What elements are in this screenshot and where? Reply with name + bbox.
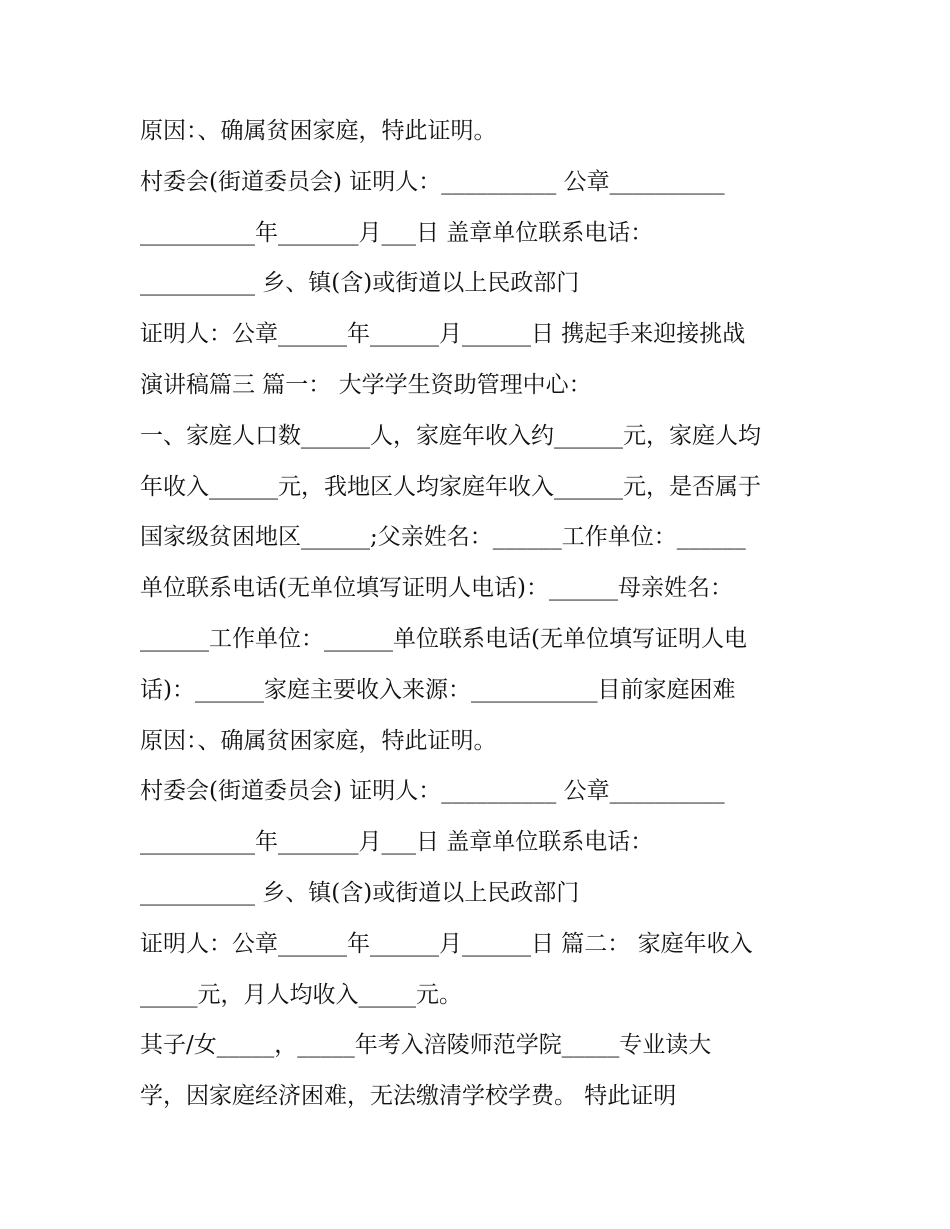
text-line: 单位联系电话(无单位填写证明人电话)：______母亲姓名：: [140, 575, 733, 602]
text-line: 其子/女_____，_____年考入涪陵师范学院_____专业读大: [140, 1032, 712, 1059]
text-line: _____元，月人均收入_____元。: [140, 981, 462, 1008]
text-line: 原因：、确属贫困家庭，特此证明。: [140, 118, 497, 144]
text-line: 村委会(街道委员会) 证明人：__________ 公章__________: [140, 778, 725, 805]
text-line: __________ 乡、镇(含)或街道以上民政部门: [140, 879, 580, 906]
text-line: 原因：、确属贫困家庭，特此证明。: [140, 727, 497, 754]
text-line: 一、家庭人口数______人，家庭年收入约______元，家庭人均: [140, 422, 761, 449]
text-line: __________ 乡、镇(含)或街道以上民政部门: [140, 270, 580, 297]
document-body: [140, 106, 830, 1122]
text-line: 证明人：公章______年______月______日 携起手来迎接挑战: [140, 321, 746, 348]
text-line: 话)：______家庭主要收入来源：___________目前家庭困难: [140, 676, 736, 703]
text-line: __________年_______月___日 盖章单位联系电话：: [140, 829, 654, 856]
text-line: 国家级贫困地区______;父亲姓名：______工作单位：______: [140, 524, 746, 551]
text-line: ______工作单位：______单位联系电话(无单位填写证明人电: [140, 625, 747, 652]
text-line: 演讲稿篇三 篇一： 大学学生资助管理中心：: [140, 371, 592, 398]
text-line: 年收入______元，我地区人均家庭年收入______元，是否属于: [140, 473, 761, 500]
text-line: 村委会(街道委员会) 证明人：__________ 公章__________: [140, 168, 725, 195]
text-line: __________年_______月___日 盖章单位联系电话：: [140, 219, 654, 246]
text-line: 证明人：公章______年______月______日 篇二： 家庭年收入: [140, 930, 753, 957]
text-line: 学，因家庭经济困难，无法缴清学校学费。 特此证明: [140, 1083, 677, 1110]
